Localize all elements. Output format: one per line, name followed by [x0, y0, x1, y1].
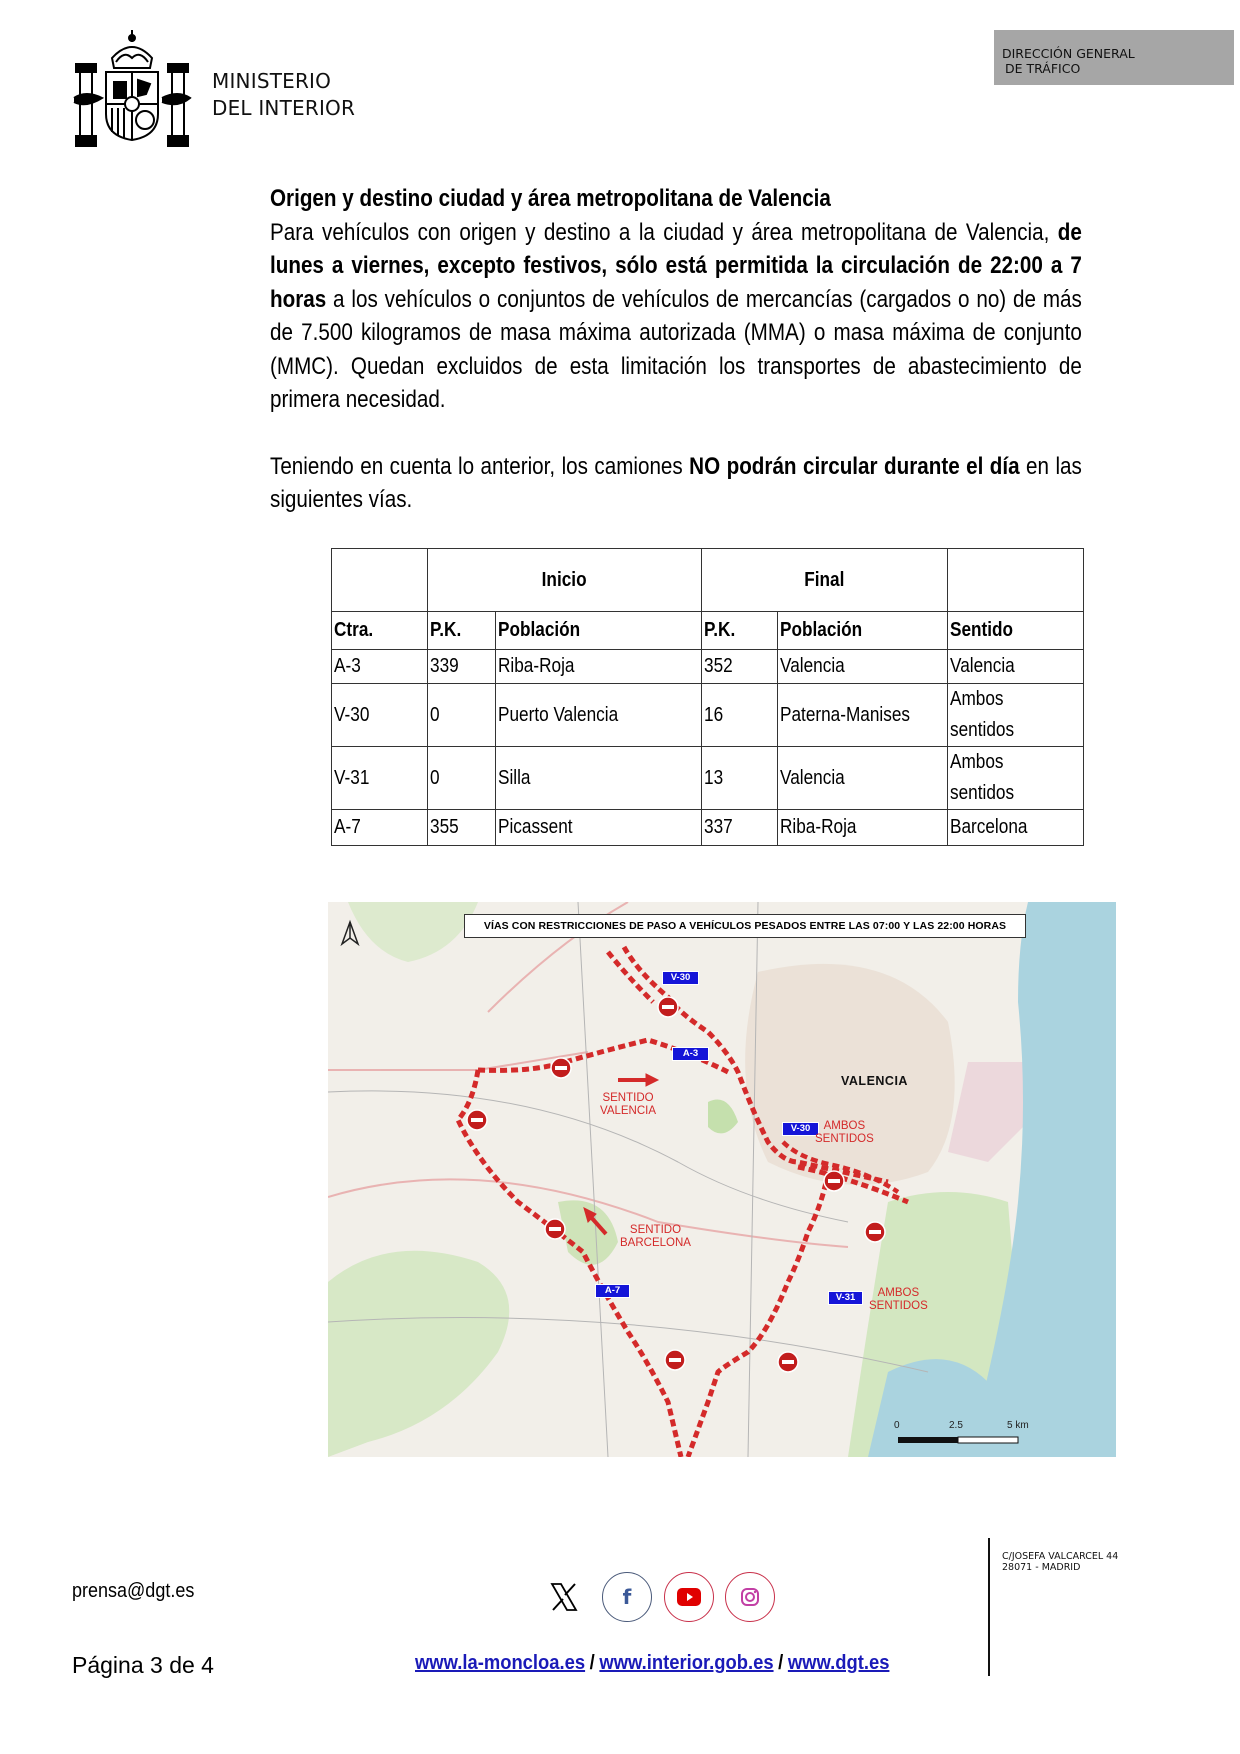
address-line-2: 28071 - MADRID: [1002, 1562, 1081, 1573]
column-header: P.K.: [428, 612, 496, 650]
table-cell: Valencia: [948, 650, 1084, 684]
label-sentido-barcelona: SENTIDO BARCELONA: [620, 1224, 691, 1249]
dgt-line-2: DE TRÁFICO: [1005, 61, 1081, 76]
table-row: [332, 810, 1084, 846]
spanish-coat-of-arms-icon: [72, 28, 192, 150]
table-cell: 0: [428, 747, 496, 810]
paragraph-bold-text: NO podrán circular durante el día: [689, 452, 1020, 480]
table-cell: Ambos sentidos: [948, 747, 1084, 810]
table-cell: Barcelona: [948, 810, 1084, 846]
address-line-1: C/JOSEFA VALCARCEL 44: [1002, 1551, 1119, 1562]
press-email[interactable]: prensa@dgt.es: [72, 1580, 195, 1602]
ministry-line-2: DEL INTERIOR: [212, 96, 356, 120]
table-header-empty: [332, 549, 428, 612]
table-group-header-final: Final: [702, 549, 948, 612]
table-cell: Paterna-Manises: [778, 684, 948, 747]
column-header: Población: [778, 612, 948, 650]
link-interior[interactable]: www.interior.gob.es: [599, 1652, 774, 1674]
label-sentido-valencia: SENTIDO VALENCIA: [600, 1092, 657, 1117]
table-row: [332, 747, 1084, 810]
table-cell: A-3: [332, 650, 428, 684]
table-cell: Picassent: [496, 810, 702, 846]
footer-divider: [988, 1538, 990, 1676]
ministry-line-1: MINISTERIO: [212, 69, 332, 93]
table-group-header-row: [332, 549, 1084, 612]
table-row: [332, 650, 1084, 684]
table-cell: V-30: [332, 684, 428, 747]
x-icon[interactable]: [549, 1582, 579, 1612]
road-shield-v30: V-30: [782, 1122, 819, 1136]
table-cell: 339: [428, 650, 496, 684]
dgt-header-box: [994, 30, 1234, 85]
table-cell: Valencia: [778, 650, 948, 684]
road-shield-v30: V-30: [662, 971, 699, 985]
road-shield-a7: A-7: [595, 1284, 630, 1298]
dgt-line-1: DIRECCIÓN GENERAL: [1002, 46, 1135, 61]
postal-address: [1002, 1551, 1118, 1573]
table-header-row: [332, 612, 1084, 650]
link-la-moncloa[interactable]: www.la-moncloa.es: [415, 1652, 586, 1674]
scale-label-5km: 5 km: [1007, 1420, 1029, 1431]
ministry-name: [212, 68, 355, 122]
city-label-valencia: VALENCIA: [841, 1074, 908, 1088]
table-cell: Valencia: [778, 747, 948, 810]
table-row: [332, 684, 1084, 747]
link-separator: /: [778, 1652, 784, 1674]
facebook-icon[interactable]: f: [602, 1572, 652, 1622]
column-header: Población: [496, 612, 702, 650]
road-shield-v31: V-31: [828, 1291, 863, 1305]
scale-label-0: 0: [894, 1420, 900, 1431]
restricted-roads-table: [331, 548, 1084, 846]
table-cell: 0: [428, 684, 496, 747]
road-shield-a3: A-3: [672, 1047, 709, 1061]
column-header: P.K.: [702, 612, 778, 650]
paragraph-text: en las siguientes vías.: [270, 452, 1082, 513]
paragraph-bold-text: de lunes a viernes, excepto festivos, sólo está permitida la circulación de 22:00 a 7 horas: [270, 218, 1082, 313]
table-cell: 13: [702, 747, 778, 810]
table-cell: V-31: [332, 747, 428, 810]
paragraph-roads-intro: [270, 450, 1082, 517]
instagram-icon[interactable]: [725, 1572, 775, 1622]
paragraph-text: Para vehículos con origen y destino a la ciudad y área metropolitana de Valencia,: [270, 218, 1058, 246]
table-header-empty: [948, 549, 1084, 612]
table-cell: 352: [702, 650, 778, 684]
column-header: Ctra.: [332, 612, 428, 650]
map-background: [328, 902, 1116, 1457]
label-ambos-sentidos-v30: AMBOS SENTIDOS: [815, 1120, 874, 1145]
link-separator: /: [589, 1652, 595, 1674]
page-number: Página 3 de 4: [72, 1652, 214, 1678]
table-cell: 16: [702, 684, 778, 747]
youtube-icon[interactable]: [664, 1572, 714, 1622]
table-cell: 337: [702, 810, 778, 846]
map-title: VÍAS CON RESTRICCIONES DE PASO A VEHÍCULOS PESADOS ENTRE LAS 07:00 Y LAS 22:00 HORAS: [464, 914, 1026, 938]
footer-links: [415, 1652, 889, 1675]
paragraph-text: a los vehículos o conjuntos de vehículos de mercancías (cargados o no) de más de 7.500 kilogramos de masa máxima autorizada (MMA) o masa máxima de conjunto (MMC). Quedan excluidos de esta limitación los transportes de abastecimiento de primera necesidad.: [270, 285, 1082, 413]
table-cell: 355: [428, 810, 496, 846]
table-cell: A-7: [332, 810, 428, 846]
table-cell: Riba-Roja: [778, 810, 948, 846]
table-cell: Ambos sentidos: [948, 684, 1084, 747]
section-heading: Origen y destino ciudad y área metropolitana de Valencia: [270, 185, 831, 212]
link-dgt[interactable]: www.dgt.es: [787, 1652, 890, 1674]
table-cell: Silla: [496, 747, 702, 810]
label-ambos-sentidos-v31: AMBOS SENTIDOS: [869, 1287, 928, 1312]
paragraph-restriction: [270, 216, 1082, 417]
scale-label-2-5: 2.5: [949, 1420, 963, 1431]
column-header: Sentido: [948, 612, 1084, 650]
restrictions-map: [328, 902, 1116, 1457]
table-cell: Riba-Roja: [496, 650, 702, 684]
table-group-header-inicio: Inicio: [428, 549, 702, 612]
table-cell: Puerto Valencia: [496, 684, 702, 747]
paragraph-text: Teniendo en cuenta lo anterior, los camiones: [270, 452, 690, 480]
document-body: [270, 182, 1082, 517]
